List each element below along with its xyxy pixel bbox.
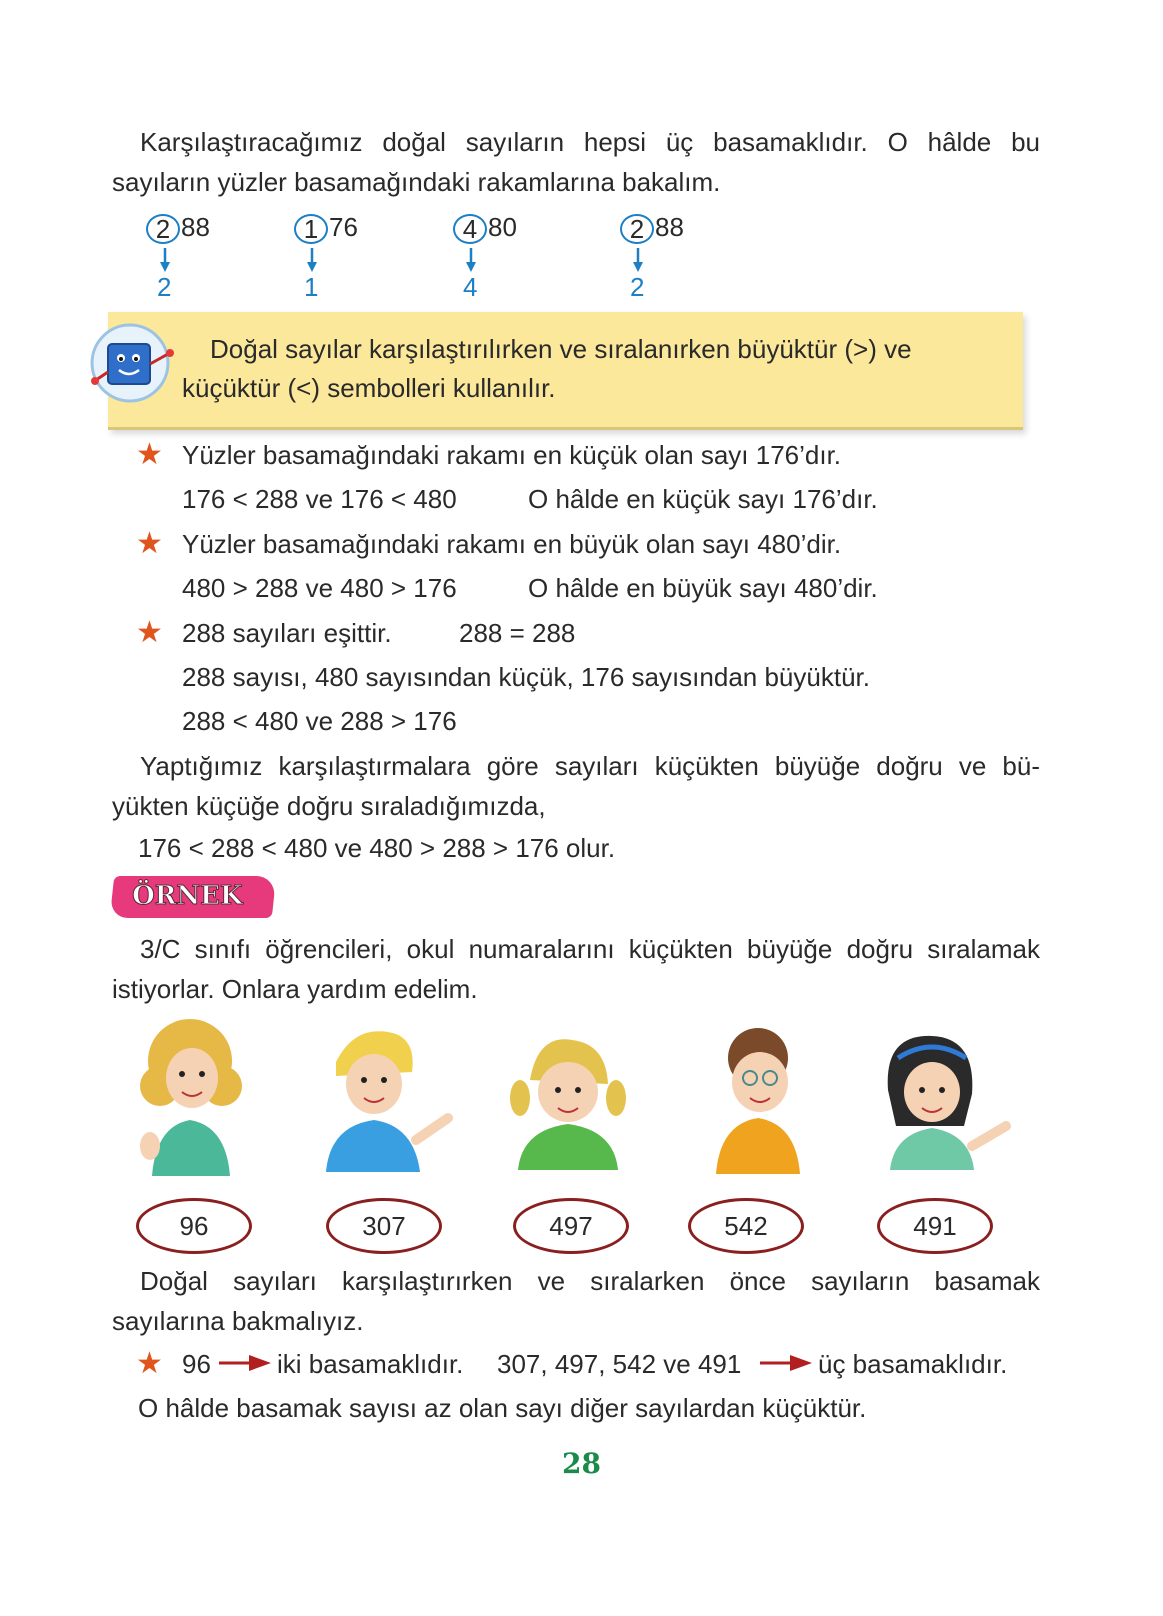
bullet-1-result: O hâlde en küçük sayı 176’dır.: [528, 484, 878, 514]
note-line-1: Doğal sayılar karşılaştırılırken ve sıralanırken büyüktür (>) ve: [210, 334, 912, 364]
bullet-1-compare: 176 < 288 ve 176 < 480: [182, 484, 457, 514]
number-oval: 542: [688, 1198, 804, 1254]
child-illustration: [508, 1030, 628, 1170]
hundreds-digit-circle: 2: [146, 214, 180, 244]
summary-line-1: Yaptığımız karşılaştırmalara göre sayıları küçükten büyüğe doğru ve bü-: [140, 751, 1040, 781]
number-oval: 491: [877, 1198, 993, 1254]
bottom-bullet-text-1: iki basamaklıdır.: [277, 1349, 464, 1379]
number-rest: 88: [181, 212, 210, 242]
bottom-bullet-number-2: 307, 497, 542 ve 491: [497, 1349, 742, 1379]
intro-line-1: Karşılaştıracağımız doğal sayıların hepsi üç basamaklıdır. O hâlde bu: [140, 127, 1040, 157]
child-illustration: [316, 1022, 456, 1172]
number-oval: 497: [513, 1198, 629, 1254]
summary-paragraph: [112, 746, 1040, 826]
number-rest: 80: [488, 212, 517, 242]
child-illustration: [130, 1016, 250, 1176]
bullet-1-title: Yüzler basamağındaki rakamı en küçük olan sayı 176’dır.: [182, 440, 842, 470]
summary-line-3: 176 < 288 < 480 ve 480 > 288 > 176 olur.: [138, 833, 616, 863]
arrow-right-icon: [760, 1353, 812, 1373]
child-illustration: [708, 1024, 808, 1174]
star-icon: ★: [136, 527, 163, 560]
star-icon: ★: [136, 616, 163, 649]
bottom-line-2: sayılarına bakmalıyız.: [112, 1306, 364, 1336]
number-oval: 96: [136, 1198, 252, 1254]
hundreds-digit-circle: 4: [453, 214, 487, 244]
bullet-3-equal: 288 = 288: [459, 618, 576, 648]
bullet-2-result: O hâlde en büyük sayı 480’dir.: [528, 573, 878, 603]
number-item: [294, 212, 358, 244]
info-note-box: [108, 312, 1023, 430]
child-illustration: [864, 1030, 1014, 1170]
intro-paragraph: [112, 122, 1040, 202]
hundreds-digit-circle: 2: [620, 214, 654, 244]
bottom-bullet-number-1: 96: [182, 1349, 211, 1379]
bullet-3-line-2: 288 sayısı, 480 sayısından küçük, 176 sayısından büyüktür.: [182, 662, 870, 692]
star-icon: ★: [136, 1347, 163, 1380]
bullet-3-title: 288 sayıları eşittir.: [182, 618, 392, 648]
bullet-3-line-3: 288 < 480 ve 288 > 176: [182, 706, 457, 736]
number-rest: 88: [655, 212, 684, 242]
arrow-right-icon: [219, 1353, 271, 1373]
intro-line-2: sayıların yüzler basamağındaki rakamlarına bakalım.: [112, 167, 721, 197]
arrow-down-icon: [158, 248, 172, 274]
page-number: 28: [562, 1447, 601, 1480]
bullet-2-compare: 480 > 288 ve 480 > 176: [182, 573, 457, 603]
hundreds-result: 2: [157, 272, 172, 302]
example-line-1: 3/C sınıfı öğrencileri, okul numaralarını küçükten büyüğe doğru sıralamak: [140, 934, 1040, 964]
number-item: [620, 212, 684, 244]
hundreds-result: 2: [630, 272, 645, 302]
number-item: [146, 212, 210, 244]
summary-line-2: yükten küçüğe doğru sıraladığımızda,: [112, 791, 546, 821]
hundreds-result: 4: [463, 272, 478, 302]
number-oval: 307: [326, 1198, 442, 1254]
example-badge-label: ÖRNEK: [132, 881, 243, 911]
note-line-2: küçüktür (<) sembolleri kullanılır.: [182, 373, 556, 403]
bottom-bullet-text-2: üç basamaklıdır.: [818, 1349, 1008, 1379]
star-icon: ★: [136, 438, 163, 471]
number-item: [453, 212, 517, 244]
bullet-2-title: Yüzler basamağındaki rakamı en büyük olan sayı 480’dir.: [182, 529, 842, 559]
example-badge: [110, 876, 276, 918]
bottom-line-1: Doğal sayıları karşılaştırırken ve sıralarken önce sayıların basamak: [140, 1266, 1040, 1296]
hundreds-result: 1: [304, 272, 319, 302]
arrow-down-icon: [305, 248, 319, 274]
example-paragraph: [112, 929, 1040, 1009]
mascot-cube-icon: [88, 322, 180, 404]
arrow-down-icon: [631, 248, 645, 274]
hundreds-digit-circle: 1: [294, 214, 328, 244]
bottom-paragraph: [112, 1261, 1040, 1341]
example-line-2: istiyorlar. Onlara yardım edelim.: [112, 974, 478, 1004]
number-rest: 76: [329, 212, 358, 242]
bottom-conclusion: O hâlde basamak sayısı az olan sayı diğer sayılardan küçüktür.: [138, 1393, 867, 1423]
arrow-down-icon: [464, 248, 478, 274]
